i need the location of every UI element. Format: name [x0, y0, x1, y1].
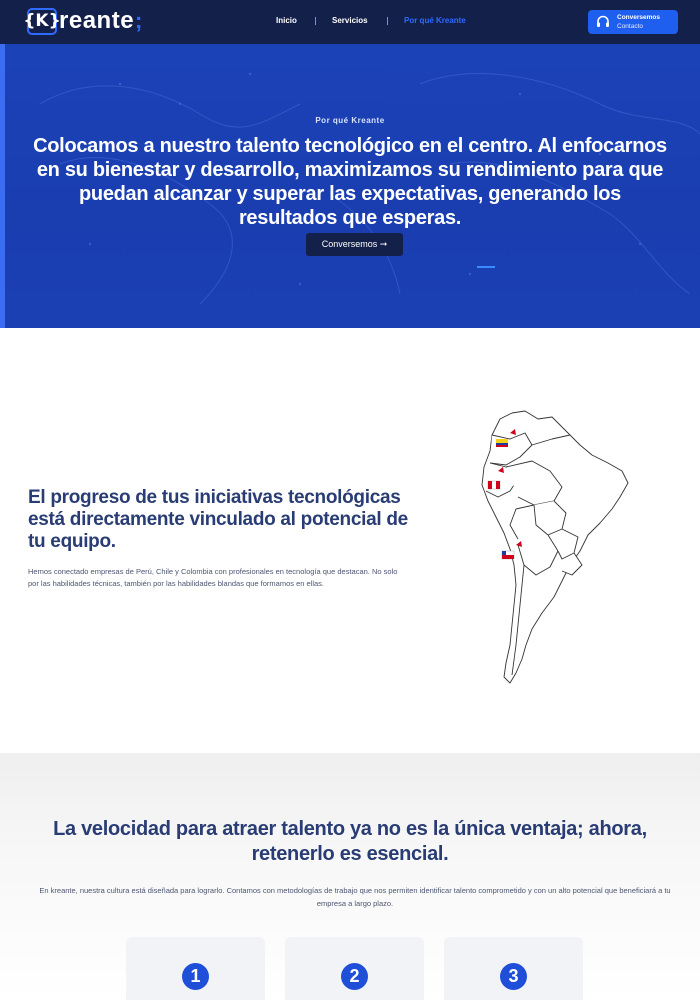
- card-number-badge: 1: [182, 963, 209, 990]
- nav-item-servicios[interactable]: Servicios: [332, 16, 368, 25]
- feature-card: [444, 937, 583, 1000]
- section-text: Hemos conectado empresas de Perú, Chile y Colombia con profesionales en tecnología que destacan. No solo por las habilidades técnicas, también por las habilidades blandas que formamos en ellas.: [28, 567, 398, 588]
- hero-title: Colocamos a nuestro talento tecnológico en el centro. Al enfocarnos en su bienestar y desarrollo, maximizamos su rendimiento para que puedan alcanzar y superar las expectativas, generando los resultados que esperas.: [33, 135, 667, 229]
- card-number-badge: 2: [341, 963, 368, 990]
- top-navbar: [0, 0, 700, 44]
- hero-divider: [477, 266, 495, 268]
- contact-button[interactable]: [588, 10, 678, 34]
- contact-button-sublabel: Contacto: [617, 23, 644, 30]
- contact-button-label: Conversemos: [617, 14, 660, 21]
- nav-item-inicio[interactable]: Inicio: [276, 16, 297, 25]
- hero-cta-button[interactable]: Conversemos ➞: [306, 233, 403, 256]
- hero-eyebrow: Por qué Kreante: [315, 116, 385, 125]
- section-text: En kreante, nuestra cultura está diseñada para lograrlo. Contamos con metodologías de trabajo que nos permiten identificar talento comprometido y con un alto potencial que beneficiará a tu empresa a largo plazo.: [39, 886, 671, 908]
- feature-card: [126, 937, 265, 1000]
- headset-icon: [595, 14, 611, 30]
- nav-item-por-que-kreante[interactable]: Por qué Kreante: [404, 16, 466, 25]
- hero-edge-accent: [0, 44, 5, 328]
- feature-card: [285, 937, 424, 1000]
- south-america-map: [470, 405, 645, 690]
- section-title: La velocidad para atraer talento ya no es la única ventaja; ahora, retenerlo es esencial.: [53, 818, 647, 865]
- nav-separator: [387, 17, 388, 25]
- section-title: El progreso de tus iniciativas tecnológicas está directamente vinculado al potencial de tu equipo.: [28, 487, 408, 552]
- contact-button-text: [617, 13, 660, 31]
- logo-semicolon: ;: [135, 8, 143, 33]
- logo-wordmark: reante: [59, 7, 135, 34]
- card-number-badge: 3: [500, 963, 527, 990]
- logo-mark: {K}: [27, 8, 57, 35]
- nav-separator: [315, 17, 316, 25]
- retention-section: [0, 753, 700, 1000]
- hero-section: [0, 44, 700, 328]
